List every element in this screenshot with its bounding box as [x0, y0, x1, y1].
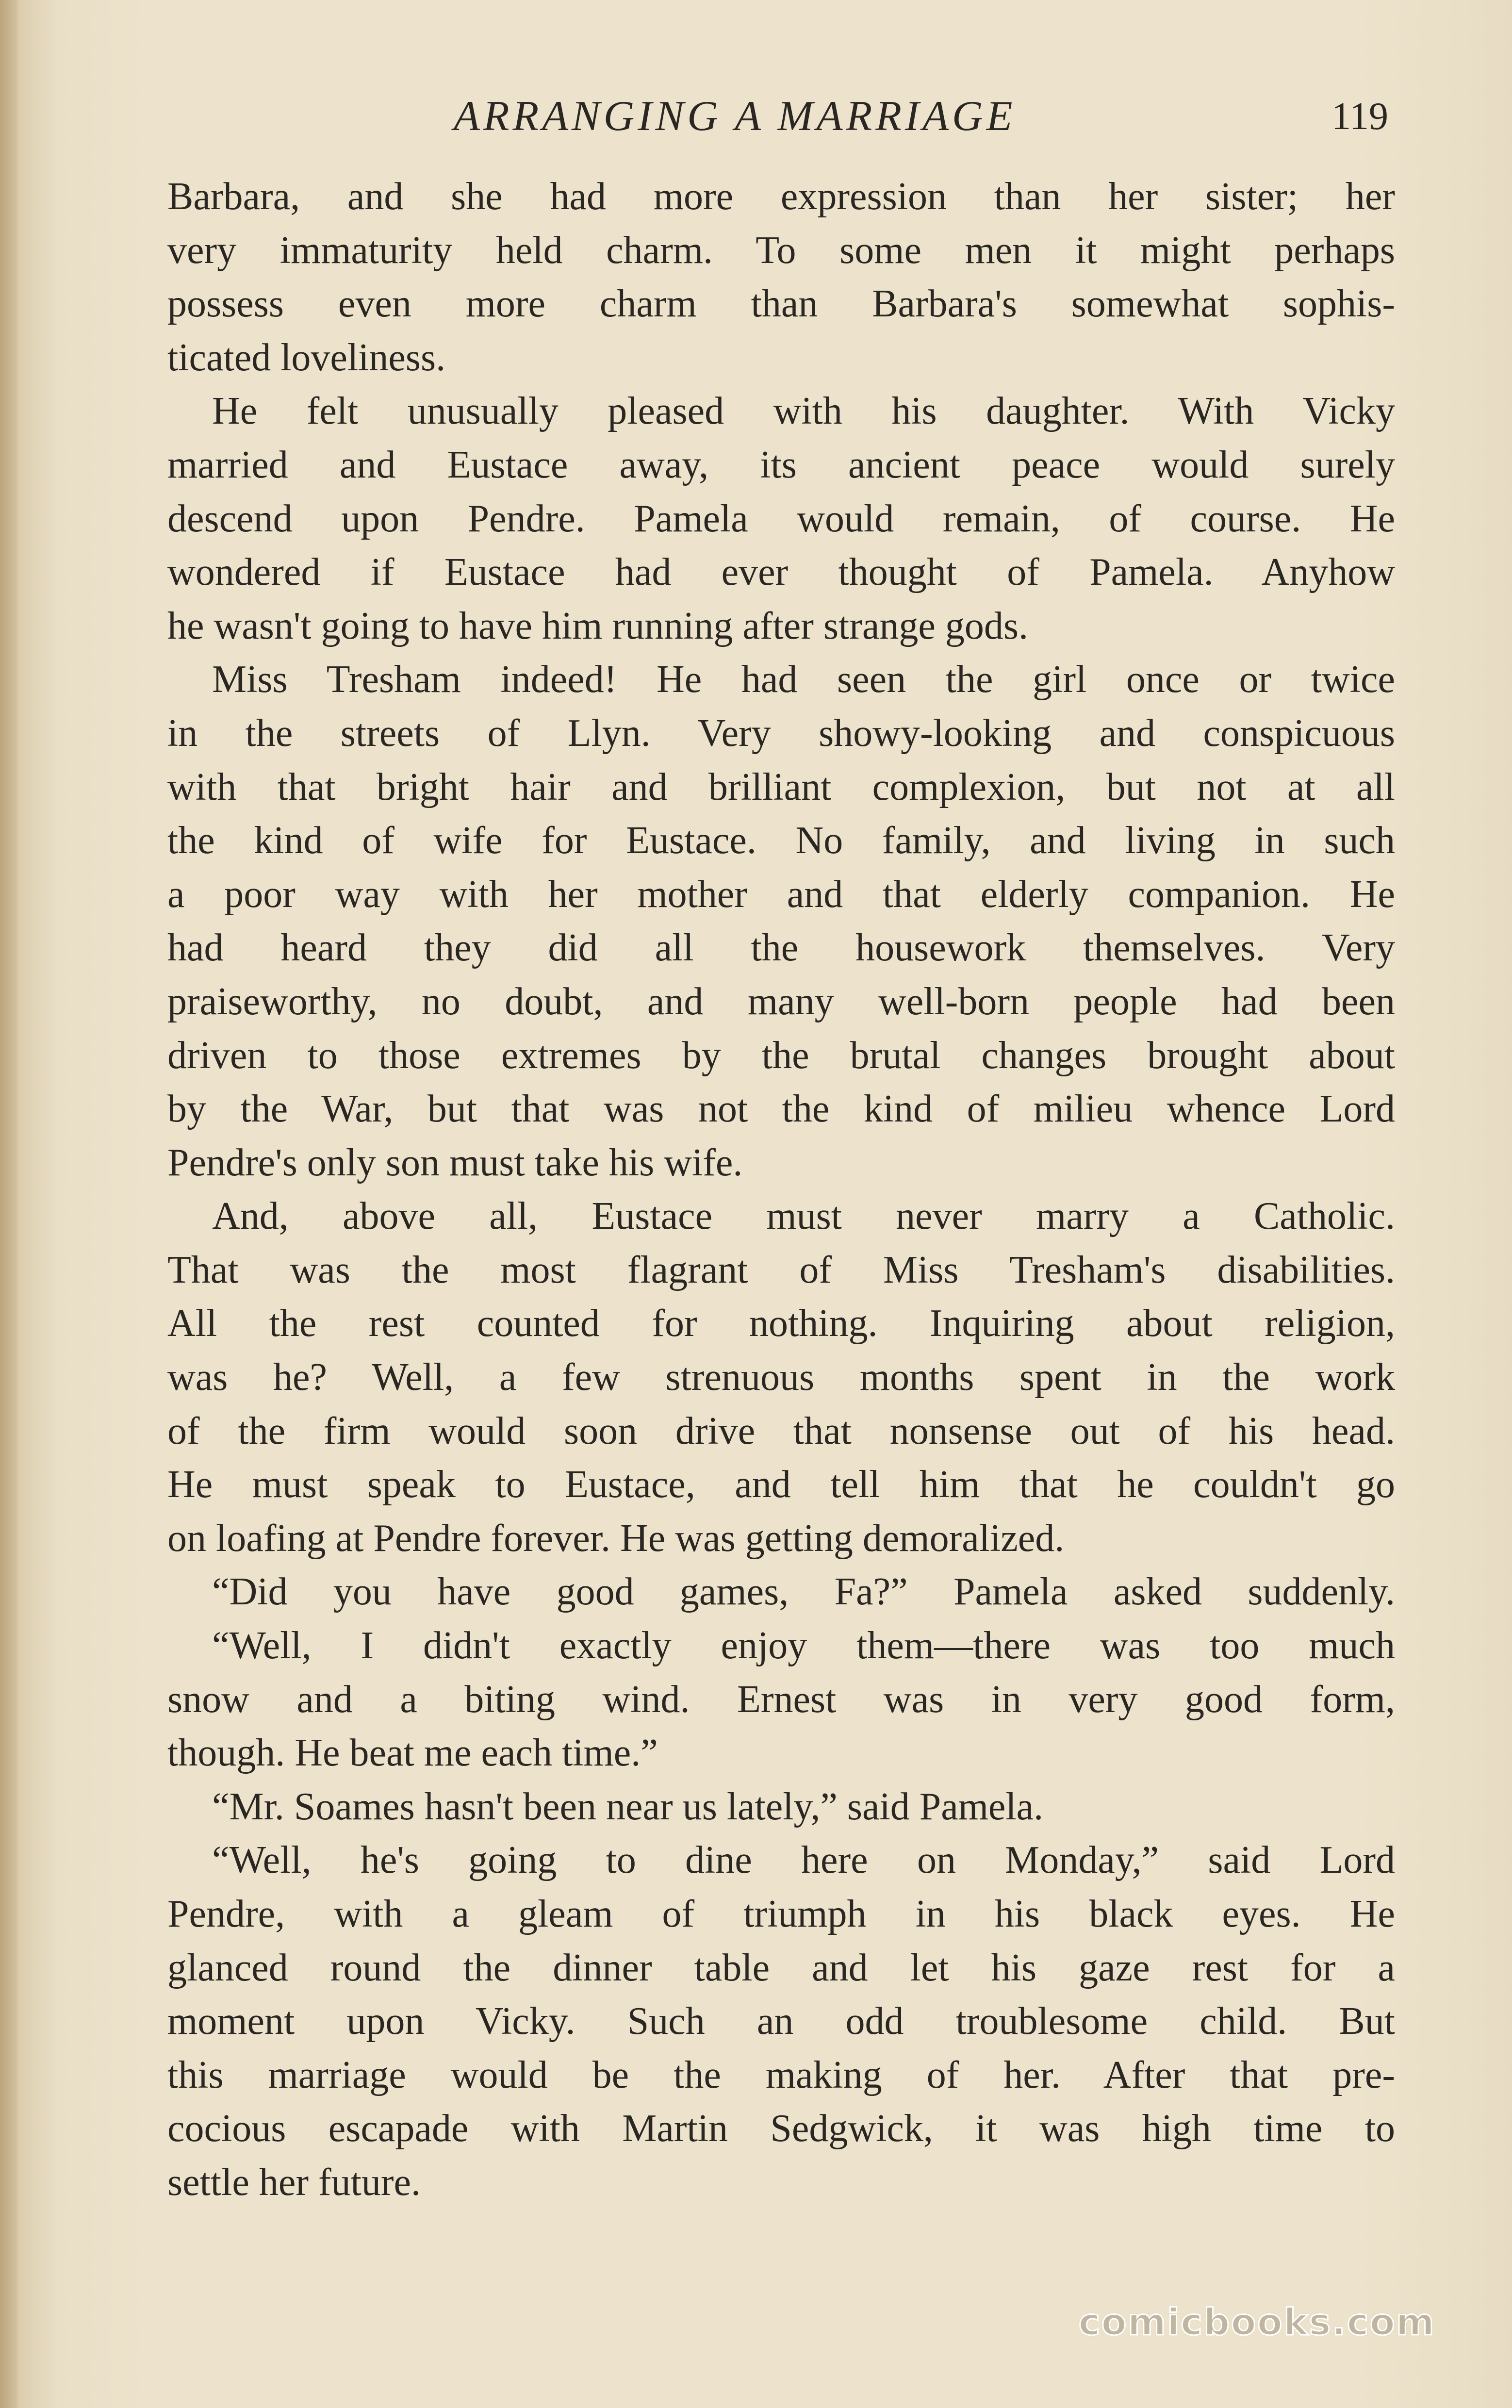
text-line: Miss Tresham indeed! He had seen the girl once or twice: [212, 658, 1395, 701]
text-line: though. He beat me each time.”: [167, 1732, 658, 1775]
text-line: “Well, I didn't exactly enjoy them—there was too much: [212, 1624, 1395, 1667]
text-line: with that bright hair and brilliant complexion, but not at all: [167, 765, 1395, 808]
text-line: this marriage would be the making of her. After that pre-: [167, 2053, 1395, 2096]
text-line: of the firm would soon drive that nonsense out of his head.: [167, 1409, 1395, 1452]
text-line: was he? Well, a few strenuous months spent in the work: [167, 1356, 1395, 1399]
text-line: Pendre's only son must take his wife.: [167, 1141, 743, 1184]
text-line: All the rest counted for nothing. Inquiring about religion,: [167, 1302, 1395, 1345]
text-line: driven to those extremes by the brutal changes brought about: [167, 1034, 1395, 1077]
text-line: settle her future.: [167, 2161, 421, 2204]
text-line: very immaturity held charm. To some men it might perhaps: [167, 229, 1395, 272]
text-line: moment upon Vicky. Such an odd troublesome child. But: [167, 2000, 1395, 2043]
text-line: wondered if Eustace had ever thought of Pamela. Anyhow: [167, 551, 1395, 594]
text-line: the kind of wife for Eustace. No family, and living in such: [167, 819, 1395, 862]
text-line: married and Eustace away, its ancient peace would surely: [167, 443, 1395, 486]
text-line: Barbara, and she had more expression than her sister; her: [167, 175, 1395, 218]
text-line: glanced round the dinner table and let his gaze rest for a: [167, 1946, 1395, 1989]
body-text: [167, 170, 1395, 2210]
text-line: He must speak to Eustace, and tell him that he couldn't go: [167, 1463, 1395, 1506]
text-line: in the streets of Llyn. Very showy-looking and conspicuous: [167, 711, 1395, 755]
page-number: 119: [1331, 95, 1388, 138]
text-line: possess even more charm than Barbara's somewhat sophis-: [167, 282, 1395, 326]
text-line: by the War, but that was not the kind of milieu whence Lord: [167, 1088, 1395, 1131]
text-line: And, above all, Eustace must never marry a Catholic.: [212, 1195, 1395, 1238]
watermark: comicbooks.com: [1078, 2300, 1435, 2343]
text-line: That was the most flagrant of Miss Tresham's disabilities.: [167, 1248, 1395, 1291]
text-line: cocious escapade with Martin Sedgwick, it was high time to: [167, 2107, 1395, 2150]
text-line: descend upon Pendre. Pamela would remain, of course. He: [167, 497, 1395, 540]
text-line: snow and a biting wind. Ernest was in very good form,: [167, 1678, 1395, 1721]
text-line: had heard they did all the housework themselves. Very: [167, 926, 1395, 970]
text-line: “Mr. Soames hasn't been near us lately,” said Pamela.: [212, 1785, 1044, 1828]
text-line: “Well, he's going to dine here on Monday,” said Lord: [212, 1839, 1395, 1882]
text-line: a poor way with her mother and that elderly companion. He: [167, 873, 1395, 916]
text-line: he wasn't going to have him running after strange gods.: [167, 604, 1029, 647]
text-line: Pendre, with a gleam of triumph in his black eyes. He: [167, 1893, 1395, 1935]
text-line: “Did you have good games, Fa?” Pamela asked suddenly.: [212, 1570, 1395, 1614]
running-head: [167, 82, 1393, 150]
text-line: He felt unusually pleased with his daughter. With Vicky: [212, 390, 1395, 433]
text-line: ticated loveliness.: [167, 336, 446, 379]
binding-edge: [0, 0, 17, 2408]
text-line: praiseworthy, no doubt, and many well-born people had been: [167, 980, 1395, 1023]
text-line: on loafing at Pendre forever. He was getting demoralized.: [167, 1517, 1065, 1560]
running-title: ARRANGING A MARRIAGE: [454, 93, 1016, 140]
